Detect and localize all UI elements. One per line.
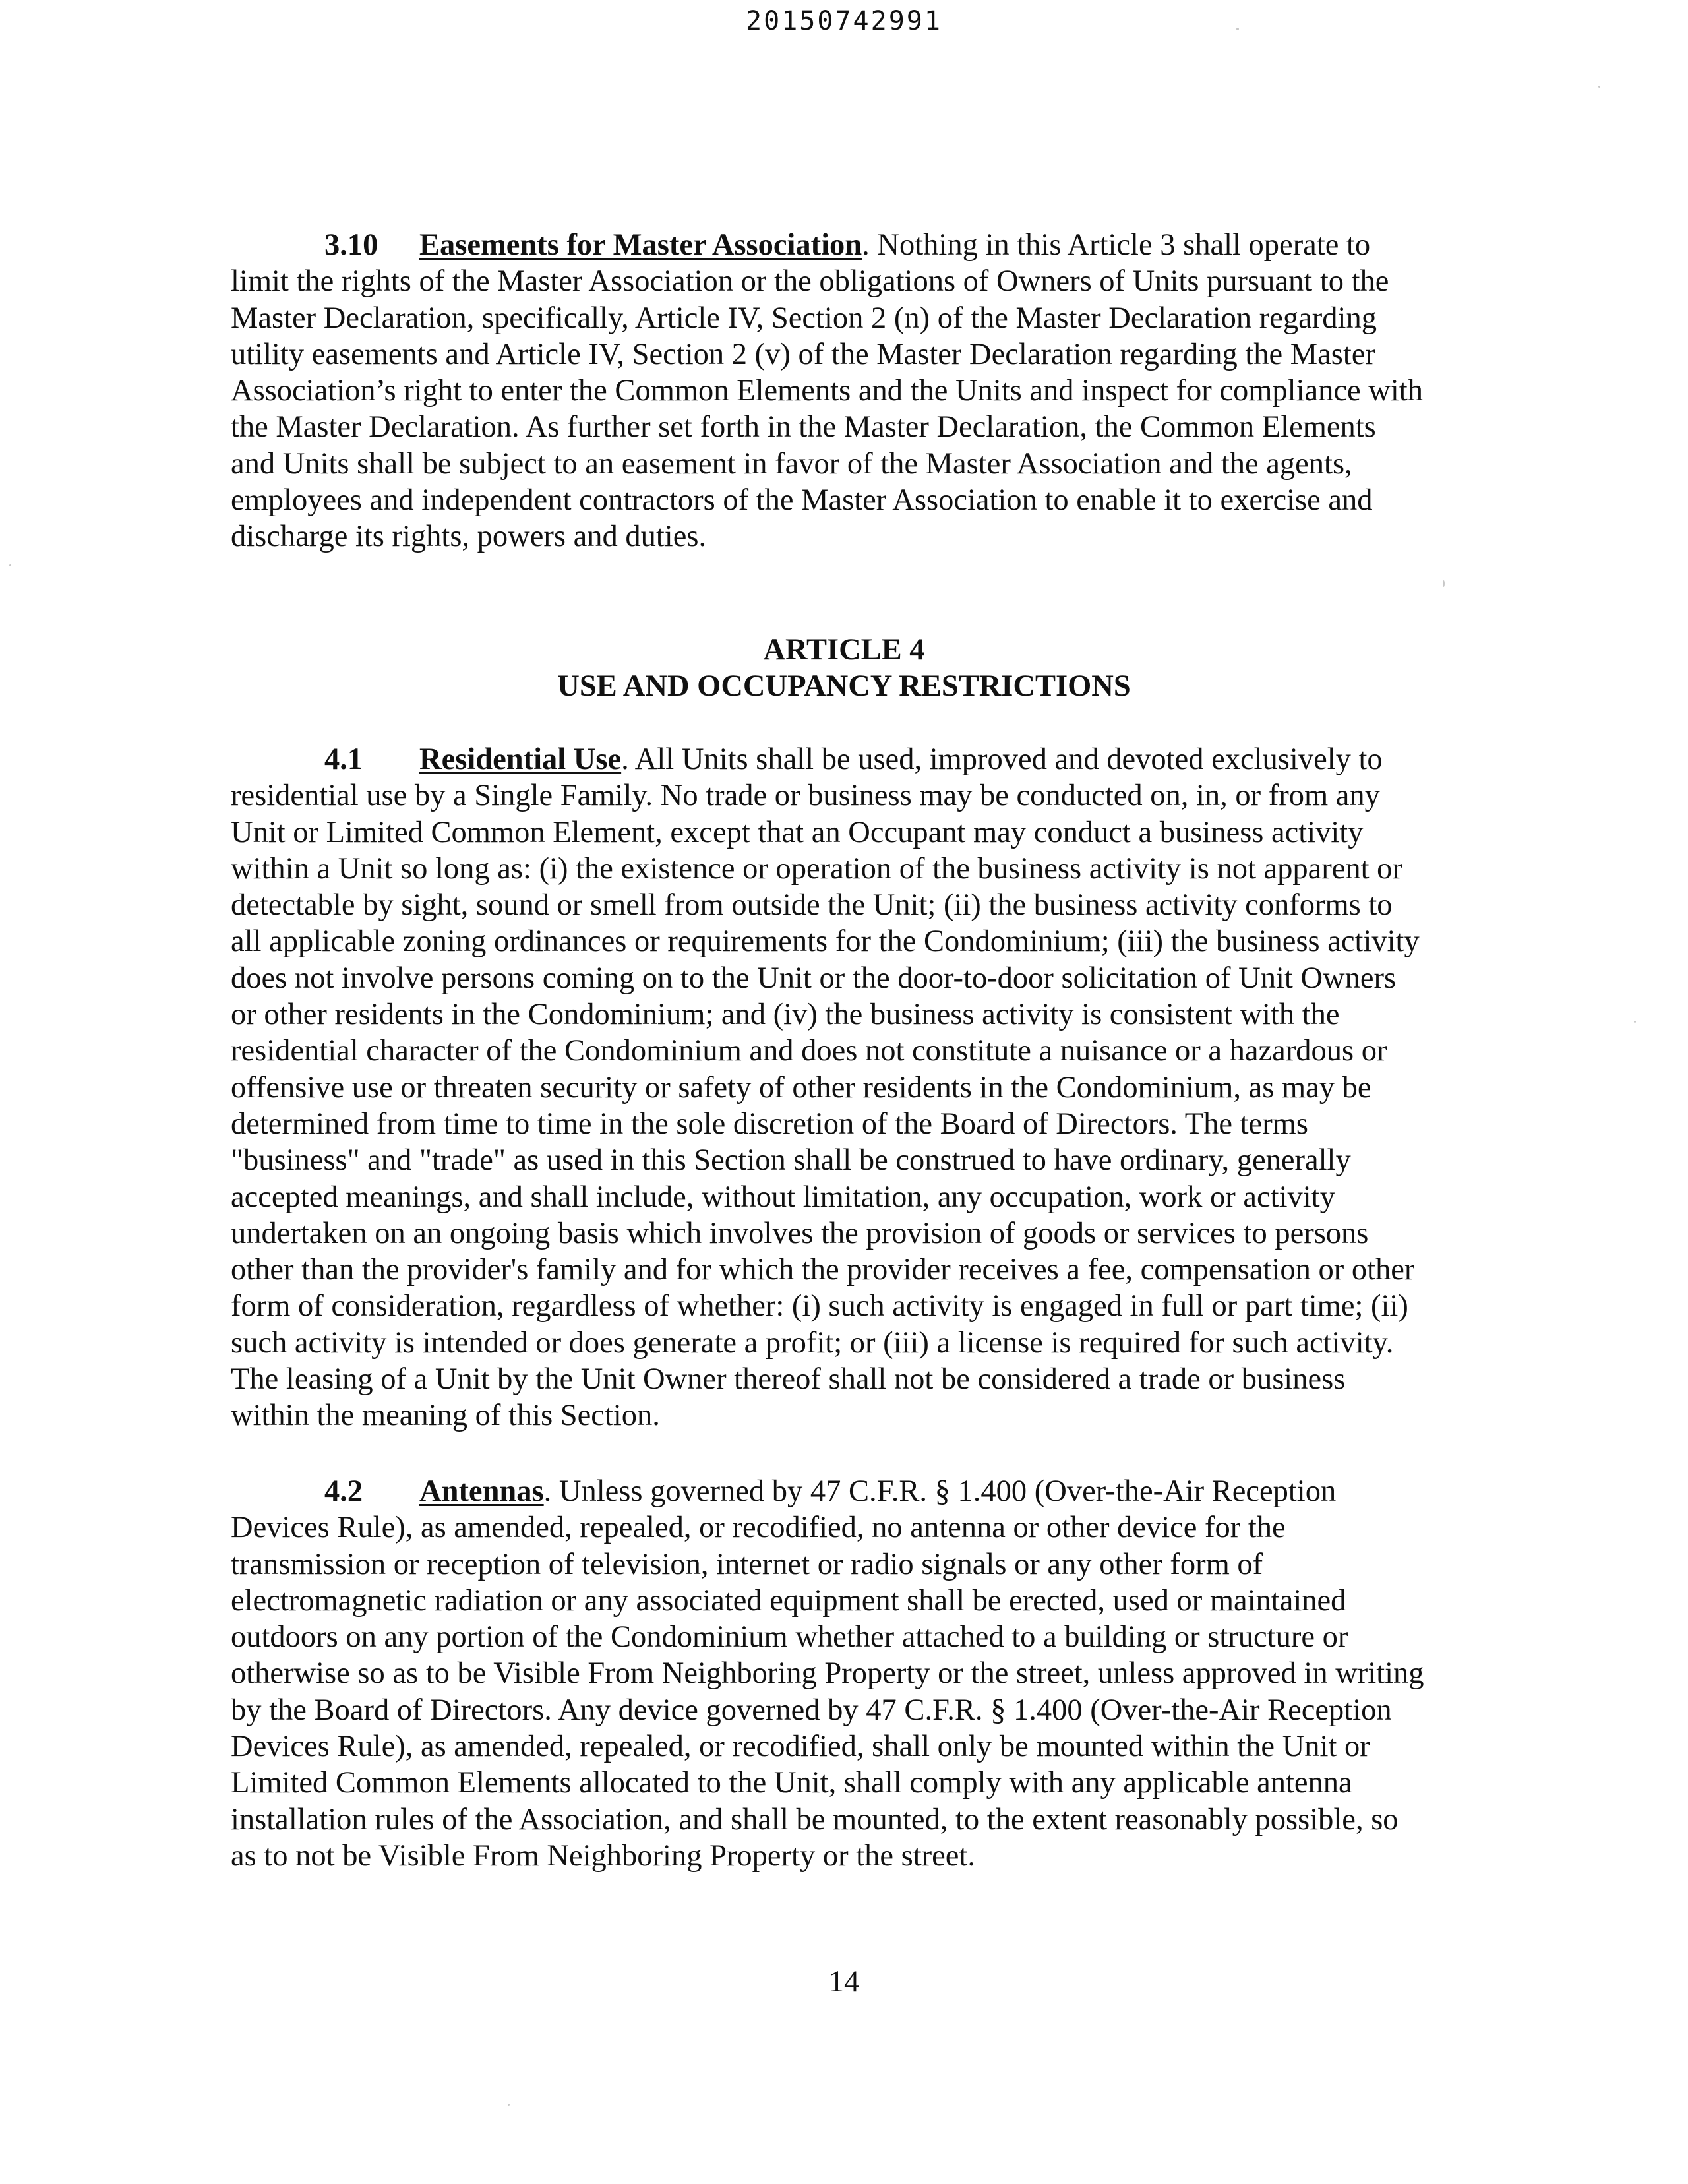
section-line: does not involve persons coming on to the Unit or the door-to-door solicitation of Unit Owners [231,961,1397,995]
section-line: as to not be Visible From Neighboring Property or the street. [231,1838,975,1873]
section-line: detectable by sight, sound or smell from outside the Unit; (ii) the business activity conforms to [231,888,1393,923]
scan-speck [1236,28,1239,30]
section-line: Devices Rule), as amended, repealed, or recodified, shall only be mounted within the Unit or [231,1730,1370,1764]
section-line: outdoors on any portion of the Condominium whether attached to a building or structure or [231,1620,1348,1654]
scan-speck [508,2104,510,2106]
section-number: 4.2 [324,1474,363,1508]
article-heading [0,632,1688,705]
section-line: "business" and "trade" as used in this Section shall be construed to have ordinary, generally [231,1143,1351,1178]
section-line: or other residents in the Condominium; and (iv) the business activity is consistent with the [231,998,1340,1032]
section-line: Limited Common Elements allocated to the Unit, shall comply with any applicable antenna [231,1766,1352,1800]
section-line: by the Board of Directors. Any device governed by 47 C.F.R. § 1.400 (Over-the-Air Reception [231,1693,1392,1727]
section-first-line [231,227,1470,263]
section-line: transmission or reception of television, internet or radio signals or any other form of [231,1547,1263,1581]
section-line: residential character of the Condominium and does not constitute a nuisance or a hazardous or [231,1034,1387,1068]
article-title: USE AND OCCUPANCY RESTRICTIONS [557,669,1131,704]
section-line: Devices Rule), as amended, repealed, or recodified, no antenna or other device for the [231,1511,1286,1545]
scan-speck [1443,580,1445,587]
section-line: . Unless governed by 47 C.F.R. § 1.400 (Over-the-Air Reception [543,1474,1337,1508]
section-line: residential use by a Single Family. No trade or business may be conducted on, in, or from any [231,779,1380,813]
page-number: 14 [828,1965,860,1999]
section-line: offensive use or threaten security or safety of other residents in the Condominium, as may be [231,1070,1372,1105]
section-3-10 [231,227,1470,555]
section-line: such activity is intended or does generate a profit; or (iii) a license is required for such activity. [231,1325,1394,1360]
section-line: undertaken on an ongoing basis which involves the provision of goods or services to persons [231,1216,1369,1250]
section-number: 3.10 [324,228,378,262]
section-line: within a Unit so long as: (i) the existence or operation of the business activity is not apparent or [231,851,1402,886]
section-first-line [231,741,1470,777]
section-line: Association’s right to enter the Common Elements and the Units and inspect for compliance with [231,374,1423,408]
section-line: . Nothing in this Article 3 shall operate to [862,228,1371,262]
section-title: Residential Use [419,743,622,776]
section-line: employees and independent contractors of the Master Association to enable it to exercise and [231,483,1373,518]
section-line: determined from time to time in the sole discretion of the Board of Directors. The terms [231,1107,1308,1141]
section-line: within the meaning of this Section. [231,1399,660,1433]
article-label: ARTICLE 4 [763,633,925,667]
section-line: other than the provider's family and for which the provider receives a fee, compensation or other [231,1253,1415,1287]
section-line: form of consideration, regardless of whether: (i) such activity is engaged in full or part time; (ii) [231,1289,1408,1323]
section-line: electromagnetic radiation or any associated equipment shall be erected, used or maintained [231,1583,1346,1618]
section-title: Antennas [419,1474,544,1508]
section-4-1 [231,741,1470,1434]
section-line: installation rules of the Association, and shall be mounted, to the extent reasonably possible, so [231,1802,1399,1836]
section-line: discharge its rights, powers and duties. [231,520,707,554]
section-4-2 [231,1473,1470,1874]
section-line: Master Declaration, specifically, Article IV, Section 2 (n) of the Master Declaration regarding [231,301,1377,335]
section-number: 4.1 [324,743,363,776]
document-number: 20150742991 [746,6,942,36]
section-line: the Master Declaration. As further set forth in the Master Declaration, the Common Elements [231,410,1376,444]
section-line: and Units shall be subject to an easement in favor of the Master Association and the agents, [231,446,1352,481]
section-line: . All Units shall be used, improved and devoted exclusively to [621,743,1383,776]
scan-speck [1634,1021,1636,1023]
section-line: utility easements and Article IV, Section 2 (v) of the Master Declaration regarding the Master [231,337,1375,371]
scan-speck [9,564,11,566]
section-line: Unit or Limited Common Element, except that an Occupant may conduct a business activity [231,815,1364,849]
section-first-line [231,1473,1470,1509]
section-line: accepted meanings, and shall include, without limitation, any occupation, work or activity [231,1180,1335,1214]
section-line: otherwise so as to be Visible From Neighboring Property or the street, unless approved in writing [231,1656,1424,1691]
section-title: Easements for Master Association [419,228,862,262]
scan-speck [1598,86,1600,88]
section-line: all applicable zoning ordinances or requirements for the Condominium; (iii) the business activity [231,925,1420,959]
section-line: limit the rights of the Master Association or the obligations of Owners of Units pursuant to the [231,264,1389,299]
section-line: The leasing of a Unit by the Unit Owner thereof shall not be considered a trade or business [231,1362,1346,1397]
